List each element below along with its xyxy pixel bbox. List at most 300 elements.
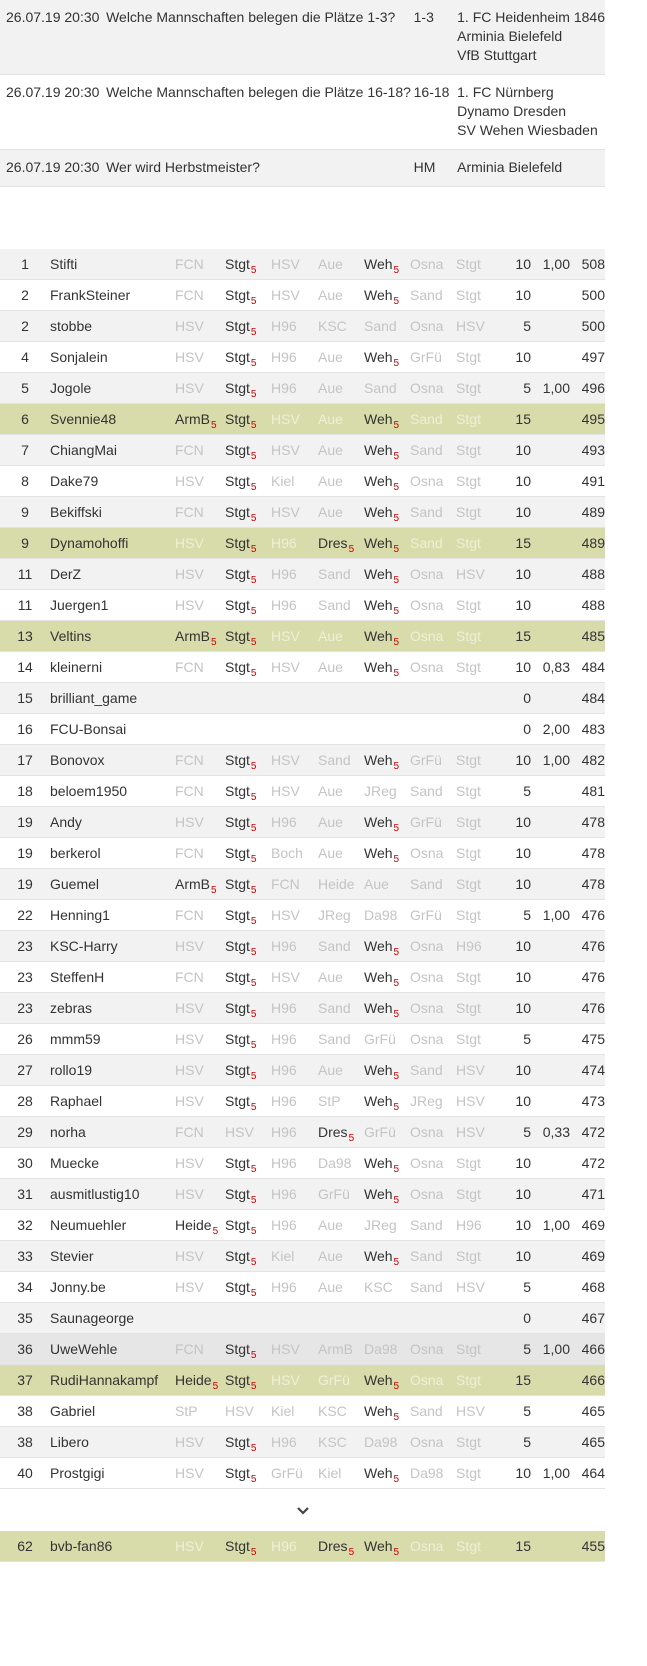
ranking-row[interactable] — [0, 373, 605, 404]
tip-cell — [318, 435, 364, 466]
ranking-row[interactable] — [0, 745, 605, 776]
factor-cell — [531, 838, 570, 869]
tip-cell — [271, 1179, 318, 1210]
tip-cell — [175, 1241, 225, 1272]
total-cell: 478 — [570, 838, 605, 869]
tip-team: Osna — [410, 1538, 444, 1554]
player-name[interactable]: Stifti — [50, 249, 175, 280]
tip-cell — [225, 1396, 271, 1427]
tip-team: H96 — [271, 1093, 297, 1109]
factor-cell: 0,33 — [531, 1117, 570, 1148]
factor-cell: 1,00 — [531, 1210, 570, 1241]
tip-cell — [318, 869, 364, 900]
tip-team: GrFü — [410, 349, 442, 365]
tip-team: Stgt — [456, 752, 481, 768]
tip-team: Aue — [318, 504, 343, 520]
player-name[interactable]: Veltins — [50, 621, 175, 652]
tip-team: Stgt — [225, 628, 250, 644]
player-name[interactable]: bvb-fan86 — [50, 1531, 175, 1562]
tip-team: HSV — [456, 1062, 485, 1078]
ranking-row[interactable] — [0, 311, 605, 342]
tip-points-badge: 5 — [393, 947, 400, 958]
tip-cell — [410, 1117, 456, 1148]
player-name[interactable]: KSC-Harry — [50, 931, 175, 962]
tip-team: Stgt — [456, 659, 481, 675]
ranking-row[interactable] — [0, 962, 605, 993]
tip-cell — [456, 993, 496, 1024]
tip-team: H96 — [271, 349, 297, 365]
tip-team: Stgt — [456, 783, 481, 799]
ranking-row[interactable] — [0, 528, 605, 559]
tip-team: Stgt — [456, 1372, 481, 1388]
ranking-row[interactable] — [0, 1531, 605, 1562]
tip-cell — [364, 962, 410, 993]
rank-cell: 32 — [0, 1210, 50, 1241]
tip-team: Weh — [364, 566, 393, 582]
rank-cell: 22 — [0, 900, 50, 931]
tip-team: Osna — [410, 1155, 444, 1171]
tip-points-badge: 5 — [212, 1381, 219, 1392]
answer-team: Dynamo Dresden — [457, 103, 567, 119]
tip-team: Stgt — [225, 845, 250, 861]
rank-cell: 9 — [0, 497, 50, 528]
tip-cell — [364, 776, 410, 807]
ranking-row[interactable] — [0, 1210, 605, 1241]
tip-team: Stgt — [225, 1538, 250, 1554]
tip-team: Sand — [410, 1248, 443, 1264]
tip-team: Sand — [410, 1062, 443, 1078]
tip-team: HSV — [456, 566, 485, 582]
tip-cell — [318, 900, 364, 931]
player-name[interactable]: norha — [50, 1117, 175, 1148]
player-name[interactable]: RudiHannakampf — [50, 1365, 175, 1396]
question-answers — [456, 75, 605, 150]
points-cell: 5 — [496, 1024, 531, 1055]
tip-points-badge: 5 — [393, 854, 400, 865]
ranking-row[interactable] — [0, 1365, 605, 1396]
total-cell: 483 — [570, 714, 605, 745]
player-name[interactable]: Prostgigi — [50, 1458, 175, 1489]
tip-cell — [271, 1148, 318, 1179]
tip-cell — [456, 1334, 496, 1365]
player-name[interactable]: berkerol — [50, 838, 175, 869]
rank-cell: 31 — [0, 1179, 50, 1210]
tip-cell — [318, 652, 364, 683]
tip-cell — [225, 1427, 271, 1458]
ranking-row[interactable] — [0, 1179, 605, 1210]
tip-cell — [271, 1303, 318, 1334]
rank-cell: 27 — [0, 1055, 50, 1086]
tip-cell — [410, 280, 456, 311]
points-cell: 5 — [496, 1396, 531, 1427]
total-cell: 469 — [570, 1210, 605, 1241]
tip-team: Stgt — [225, 1248, 250, 1264]
tip-team: Stgt — [225, 1372, 250, 1388]
tip-cell — [271, 745, 318, 776]
tip-team: StP — [318, 1093, 341, 1109]
factor-cell — [531, 497, 570, 528]
tip-cell — [364, 745, 410, 776]
player-name[interactable]: Sonjalein — [50, 342, 175, 373]
tip-team: Weh — [364, 504, 393, 520]
tip-points-badge: 5 — [250, 1288, 257, 1299]
tip-team: HSV — [271, 442, 300, 458]
player-name[interactable]: Dake79 — [50, 466, 175, 497]
points-cell: 10 — [496, 993, 531, 1024]
ranking-row[interactable] — [0, 435, 605, 466]
player-name[interactable]: stobbe — [50, 311, 175, 342]
tip-team: Aue — [318, 1279, 343, 1295]
tip-cell — [225, 559, 271, 590]
tip-cell — [175, 900, 225, 931]
tip-team: Aue — [318, 659, 343, 675]
tip-points-badge: 5 — [250, 606, 257, 617]
points-cell: 10 — [496, 497, 531, 528]
player-name[interactable]: mmm59 — [50, 1024, 175, 1055]
tip-team: HSV — [271, 783, 300, 799]
tip-team: ArmB — [175, 411, 210, 427]
tip-cell — [271, 807, 318, 838]
ranking-row[interactable] — [0, 652, 605, 683]
ranking-row[interactable] — [0, 1458, 605, 1489]
tip-cell — [318, 1334, 364, 1365]
tip-cell — [271, 900, 318, 931]
player-name[interactable]: kleinerni — [50, 652, 175, 683]
ranking-row[interactable] — [0, 280, 605, 311]
tip-cell — [225, 1086, 271, 1117]
player-name[interactable]: Neumuehler — [50, 1210, 175, 1241]
tip-team: Dres — [318, 1124, 348, 1140]
tip-points-badge: 5 — [393, 1071, 400, 1082]
tip-cell — [225, 776, 271, 807]
ranking-row[interactable] — [0, 466, 605, 497]
question-text: Welche Mannschaften belegen die Plätze 16-18? — [105, 75, 413, 150]
ranking-row[interactable] — [0, 1303, 605, 1334]
tip-cell — [456, 1117, 496, 1148]
tip-team: HSV — [175, 1093, 204, 1109]
rank-cell: 2 — [0, 311, 50, 342]
tip-team: Weh — [364, 752, 393, 768]
ranking-row[interactable] — [0, 993, 605, 1024]
tip-team: Stgt — [456, 1538, 481, 1554]
ranking-row[interactable] — [0, 838, 605, 869]
player-name[interactable]: Jonny.be — [50, 1272, 175, 1303]
tip-team: FCN — [175, 287, 204, 303]
factor-cell: 1,00 — [531, 249, 570, 280]
player-name[interactable]: Stevier — [50, 1241, 175, 1272]
tip-cell — [225, 1179, 271, 1210]
ranking-row[interactable] — [0, 1148, 605, 1179]
tip-team: H96 — [271, 1538, 297, 1554]
tip-cell — [364, 280, 410, 311]
tip-points-badge: 5 — [250, 358, 257, 369]
rank-cell: 4 — [0, 342, 50, 373]
tip-cell — [456, 342, 496, 373]
tip-points-badge: 5 — [250, 1381, 257, 1392]
tip-cell — [364, 1179, 410, 1210]
tip-cell — [318, 776, 364, 807]
player-name[interactable]: ausmitlustig10 — [50, 1179, 175, 1210]
tip-cell — [271, 962, 318, 993]
tip-cell — [225, 280, 271, 311]
ranking-row[interactable] — [0, 683, 605, 714]
tip-team: Osna — [410, 473, 444, 489]
player-name[interactable]: Juergen1 — [50, 590, 175, 621]
total-cell: 488 — [570, 590, 605, 621]
player-name[interactable]: beloem1950 — [50, 776, 175, 807]
tip-cell — [225, 404, 271, 435]
ranking-row[interactable] — [0, 1024, 605, 1055]
factor-cell — [531, 590, 570, 621]
ranking-row[interactable] — [0, 900, 605, 931]
tip-team: FCN — [175, 969, 204, 985]
player-name[interactable]: Bonovox — [50, 745, 175, 776]
player-name[interactable]: rollo19 — [50, 1055, 175, 1086]
rank-cell: 23 — [0, 962, 50, 993]
tip-cell — [456, 807, 496, 838]
question-answers — [456, 150, 605, 187]
tip-cell — [175, 683, 225, 714]
tip-team: Stgt — [456, 1000, 481, 1016]
tip-team: H96 — [271, 1155, 297, 1171]
player-name[interactable]: Libero — [50, 1427, 175, 1458]
player-name[interactable]: Dynamohoffi — [50, 528, 175, 559]
tip-team: H96 — [271, 1031, 297, 1047]
ranking-row[interactable] — [0, 1396, 605, 1427]
tip-cell — [456, 404, 496, 435]
tip-team: GrFü — [318, 1372, 350, 1388]
factor-cell: 1,00 — [531, 1334, 570, 1365]
player-name[interactable]: Guemel — [50, 869, 175, 900]
ranking-row[interactable] — [0, 1427, 605, 1458]
tip-points-badge: 5 — [250, 916, 257, 927]
tip-points-badge: 5 — [393, 420, 400, 431]
ranking-row[interactable] — [0, 1241, 605, 1272]
tip-points-badge: 5 — [393, 1412, 400, 1423]
player-name[interactable]: Muecke — [50, 1148, 175, 1179]
tip-cell — [364, 621, 410, 652]
tip-cell — [456, 249, 496, 280]
tip-cell — [318, 280, 364, 311]
points-cell: 10 — [496, 931, 531, 962]
tip-team: Heide — [175, 1217, 212, 1233]
tip-cell — [318, 621, 364, 652]
tip-cell — [456, 373, 496, 404]
tip-cell — [456, 311, 496, 342]
tip-team: Weh — [364, 287, 393, 303]
factor-cell — [531, 1024, 570, 1055]
tip-cell — [271, 1117, 318, 1148]
total-cell: 495 — [570, 404, 605, 435]
tip-points-badge: 5 — [393, 1257, 400, 1268]
tip-team: HSV — [175, 1279, 204, 1295]
tip-team: H96 — [271, 1124, 297, 1140]
question-date: 26.07.19 20:30 — [0, 150, 105, 187]
ranking-row[interactable] — [0, 559, 605, 590]
ranking-row[interactable] — [0, 1055, 605, 1086]
answer-team: Arminia Bielefeld — [457, 28, 563, 44]
tip-cell — [318, 1055, 364, 1086]
rank-cell: 36 — [0, 1334, 50, 1365]
factor-cell — [531, 528, 570, 559]
tip-points-badge: 5 — [211, 420, 217, 431]
tip-cell — [456, 621, 496, 652]
tip-team: Osna — [410, 1341, 444, 1357]
tip-team: Aue — [318, 1217, 343, 1233]
player-name[interactable]: Andy — [50, 807, 175, 838]
tip-team: Stgt — [225, 566, 250, 582]
tip-team: Heide — [175, 1372, 212, 1388]
tip-cell — [175, 280, 225, 311]
tip-team: Weh — [364, 1372, 393, 1388]
tip-team: Aue — [318, 628, 343, 644]
total-cell: 474 — [570, 1055, 605, 1086]
tip-points-badge: 5 — [393, 823, 400, 834]
player-name[interactable]: brilliant_game — [50, 683, 175, 714]
total-cell: 478 — [570, 807, 605, 838]
tip-cell — [225, 869, 271, 900]
points-cell: 15 — [496, 621, 531, 652]
tip-team: StP — [175, 1403, 198, 1419]
player-name[interactable]: zebras — [50, 993, 175, 1024]
tip-team: FCN — [175, 845, 204, 861]
tip-cell — [271, 528, 318, 559]
tip-cell — [456, 1148, 496, 1179]
ranking-row[interactable] — [0, 621, 605, 652]
tip-team: Sand — [318, 1031, 351, 1047]
tip-cell — [175, 1272, 225, 1303]
answer-team: VfB Stuttgart — [457, 47, 537, 63]
tip-cell — [456, 962, 496, 993]
tip-team: H96 — [271, 1217, 297, 1233]
tip-team: Aue — [318, 1062, 343, 1078]
tip-cell — [271, 435, 318, 466]
player-name[interactable]: ChiangMai — [50, 435, 175, 466]
tip-team: Osna — [410, 1031, 444, 1047]
ranking-row[interactable] — [0, 342, 605, 373]
player-name[interactable]: SteffenH — [50, 962, 175, 993]
tip-points-badge: 5 — [348, 544, 355, 555]
ranking-row[interactable] — [0, 714, 605, 745]
tip-points-badge: 5 — [250, 451, 257, 462]
tip-cell — [271, 1396, 318, 1427]
tip-cell — [364, 1210, 410, 1241]
player-name[interactable]: Gabriel — [50, 1396, 175, 1427]
tip-team: JReg — [410, 1093, 443, 1109]
ranking-row[interactable] — [0, 497, 605, 528]
player-name[interactable]: Saunageorge — [50, 1303, 175, 1334]
tip-cell — [456, 714, 496, 745]
player-name[interactable]: FrankSteiner — [50, 280, 175, 311]
player-name[interactable]: UweWehle — [50, 1334, 175, 1365]
questions-table — [0, 0, 605, 187]
tip-cell — [271, 559, 318, 590]
factor-cell — [531, 993, 570, 1024]
ranking-row[interactable] — [0, 807, 605, 838]
tip-team: Osna — [410, 256, 444, 272]
tip-cell — [175, 993, 225, 1024]
points-cell: 10 — [496, 745, 531, 776]
tip-cell — [364, 1272, 410, 1303]
tip-team: Stgt — [225, 1341, 250, 1357]
tip-team: Stgt — [456, 1031, 481, 1047]
ranking-row[interactable] — [0, 931, 605, 962]
ranking-row[interactable] — [0, 776, 605, 807]
tip-cell — [271, 683, 318, 714]
tip-team: Weh — [364, 845, 393, 861]
show-more-toggle[interactable] — [0, 1498, 605, 1532]
tip-team: FCN — [175, 256, 204, 272]
tip-cell — [410, 1179, 456, 1210]
factor-cell — [531, 962, 570, 993]
player-name[interactable]: Jogole — [50, 373, 175, 404]
tip-team: Stgt — [225, 473, 250, 489]
points-cell: 5 — [496, 1117, 531, 1148]
tip-team: Weh — [364, 814, 393, 830]
tip-team: Weh — [364, 473, 393, 489]
ranking-row[interactable] — [0, 590, 605, 621]
factor-cell — [531, 1241, 570, 1272]
tip-cell — [410, 1272, 456, 1303]
tip-cell — [318, 1179, 364, 1210]
tip-team: Weh — [364, 1000, 393, 1016]
own-ranking-table — [0, 1531, 605, 1562]
tip-cell — [364, 342, 410, 373]
tip-team: HSV — [271, 504, 300, 520]
tip-cell — [456, 869, 496, 900]
total-cell: 493 — [570, 435, 605, 466]
tip-cell — [456, 652, 496, 683]
tip-cell — [175, 1303, 225, 1334]
player-name[interactable]: DerZ — [50, 559, 175, 590]
tip-team: HSV — [225, 1403, 254, 1419]
player-name[interactable]: Henning1 — [50, 900, 175, 931]
player-name[interactable]: Bekiffski — [50, 497, 175, 528]
ranking-row[interactable] — [0, 869, 605, 900]
player-name[interactable]: Raphael — [50, 1086, 175, 1117]
tip-cell — [318, 1427, 364, 1458]
tip-team: Osna — [410, 380, 444, 396]
ranking-row[interactable] — [0, 1086, 605, 1117]
tip-cell — [225, 900, 271, 931]
tip-cell — [225, 1210, 271, 1241]
tip-team: Aue — [318, 1248, 343, 1264]
points-cell: 10 — [496, 1458, 531, 1489]
tip-team: HSV — [225, 1124, 254, 1140]
rank-cell: 23 — [0, 931, 50, 962]
question-answers — [456, 0, 605, 75]
total-cell: 473 — [570, 1086, 605, 1117]
tip-cell — [225, 249, 271, 280]
tip-cell — [364, 1396, 410, 1427]
tip-points-badge: 5 — [393, 265, 400, 276]
ranking-row[interactable] — [0, 1334, 605, 1365]
ranking-row[interactable] — [0, 1117, 605, 1148]
ranking-row[interactable] — [0, 249, 605, 280]
tip-cell — [364, 559, 410, 590]
total-cell: 476 — [570, 900, 605, 931]
player-name[interactable]: FCU-Bonsai — [50, 714, 175, 745]
tip-team: Stgt — [225, 907, 250, 923]
ranking-row[interactable] — [0, 1272, 605, 1303]
total-cell: 496 — [570, 373, 605, 404]
tip-team: Sand — [410, 535, 443, 551]
player-name[interactable]: Svennie48 — [50, 404, 175, 435]
ranking-row[interactable] — [0, 404, 605, 435]
tip-points-badge: 5 — [211, 637, 217, 648]
tip-cell — [456, 900, 496, 931]
points-cell: 0 — [496, 714, 531, 745]
